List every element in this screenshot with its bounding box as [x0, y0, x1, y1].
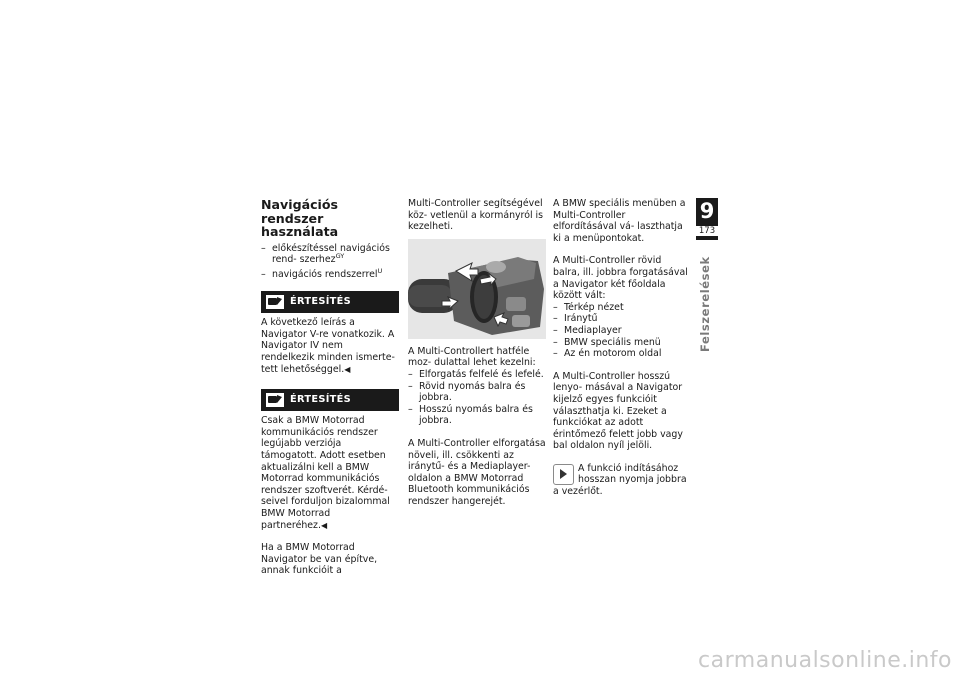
dash-marker: –: [408, 403, 413, 415]
dash-marker: –: [553, 313, 558, 325]
notice-icon: [266, 295, 284, 309]
page-number: 173: [696, 226, 718, 236]
dash-marker: –: [553, 336, 558, 348]
paragraph: A Multi-Controller hosszú lenyo- másával a Navigator kijelző egyes funkcióit választhatja ki. Ezeket a funkciókat az adott érintőmező felett jobb vagy bal oldalon nyíl jelöli.: [553, 370, 683, 452]
superscript-code: GY: [335, 251, 345, 260]
dash-marker: –: [261, 242, 266, 254]
dash-marker: –: [408, 380, 413, 392]
paragraph: Multi-Controller segítségével köz- vetlenül a kormányról is kezelheti.: [408, 198, 544, 233]
paragraph: A BMW speciális menüben a Multi-Controller elfordításával vá- laszthatja ki a menüpontokat.: [553, 198, 686, 244]
list-item: – Iránytű: [553, 313, 598, 325]
list-item: – Az én motorom oldal: [553, 348, 662, 360]
chapter-label: Felszerelések: [698, 256, 712, 352]
icon-paragraph: A funkció indításához hosszan nyomja jobbra a vezérlőt.: [553, 462, 687, 498]
dash-marker: –: [408, 368, 413, 380]
column-1: [261, 198, 399, 588]
chapter-number: 9: [699, 199, 715, 223]
list-item: – navigációs rendszerrel$^U$: [261, 266, 383, 280]
notice-text: A következő leírás a Navigator V-re vonatkozik. A Navigator IV nem rendelkezik minden ismerte- tett lehetőséggel.◀: [261, 317, 395, 375]
list-item: – BMW speciális menü: [553, 336, 661, 348]
end-marker: ◀: [320, 520, 328, 530]
paragraph: A Multi-Controllert hatféle moz- dulattal lehet kezelni:: [408, 345, 536, 369]
end-marker: ◀: [344, 364, 351, 374]
notice-label: ÉRTESÍTÉS: [290, 394, 352, 406]
multi-controller-illustration: [408, 239, 546, 339]
list-item: – Hosszú nyomás balra és jobbra.: [408, 403, 533, 427]
notice-text: Csak a BMW Motorrad kommunikációs rendszer legújabb verziója támogatott. Adott esetben aktualizálni kell a BMW Motorrad kommunikációs rendszer szoftverét. Kérdé- seivel forduljon bizalommal BMW Motorrad partneréhez.◀: [261, 415, 390, 531]
paragraph: A Multi-Controller elforgatása növeli, ill. csökkenti az iránytű- és a Mediaplayer-oldalon a BMW Motorrad Bluetooth kommunikációs rendszer hangerejét.: [408, 437, 546, 507]
dash-marker: –: [553, 348, 558, 360]
superscript-code: U: [377, 266, 383, 275]
column-3: [553, 198, 691, 498]
list-item: – Rövid nyomás balra és jobbra.: [408, 380, 526, 404]
watermark: carmanualsonline.info: [698, 648, 952, 673]
equipment-list: [261, 243, 399, 281]
pages-list: [553, 302, 691, 360]
operations-list: [408, 369, 546, 427]
dash-marker: –: [553, 301, 558, 313]
notice-label: ÉRTESÍTÉS: [290, 296, 352, 308]
section-title: Navigációs rendszer használata: [261, 197, 339, 239]
list-item: – Térkép nézet: [553, 301, 624, 313]
paragraph: Ha a BMW Motorrad Navigator be van építve, annak funkcióit a: [261, 542, 378, 577]
play-arrow-icon: [553, 464, 574, 485]
list-item: – Mediaplayer: [553, 324, 622, 336]
list-item: – előkészítéssel navigációs rend- szerhez$^{GY}$: [261, 242, 390, 266]
paragraph: A Multi-Controller rövid balra, ill. jobbra forgatásával a Navigator két főoldala között vált:: [553, 255, 688, 302]
notice-icon: [266, 393, 284, 407]
dash-marker: –: [261, 268, 266, 280]
notice-box: [261, 291, 399, 313]
dash-marker: –: [553, 324, 558, 336]
column-2: [408, 198, 546, 519]
notice-box: [261, 389, 399, 411]
list-item: – Elforgatás felfelé és lefelé.: [408, 368, 544, 380]
multi-controller-photo: [408, 239, 546, 339]
